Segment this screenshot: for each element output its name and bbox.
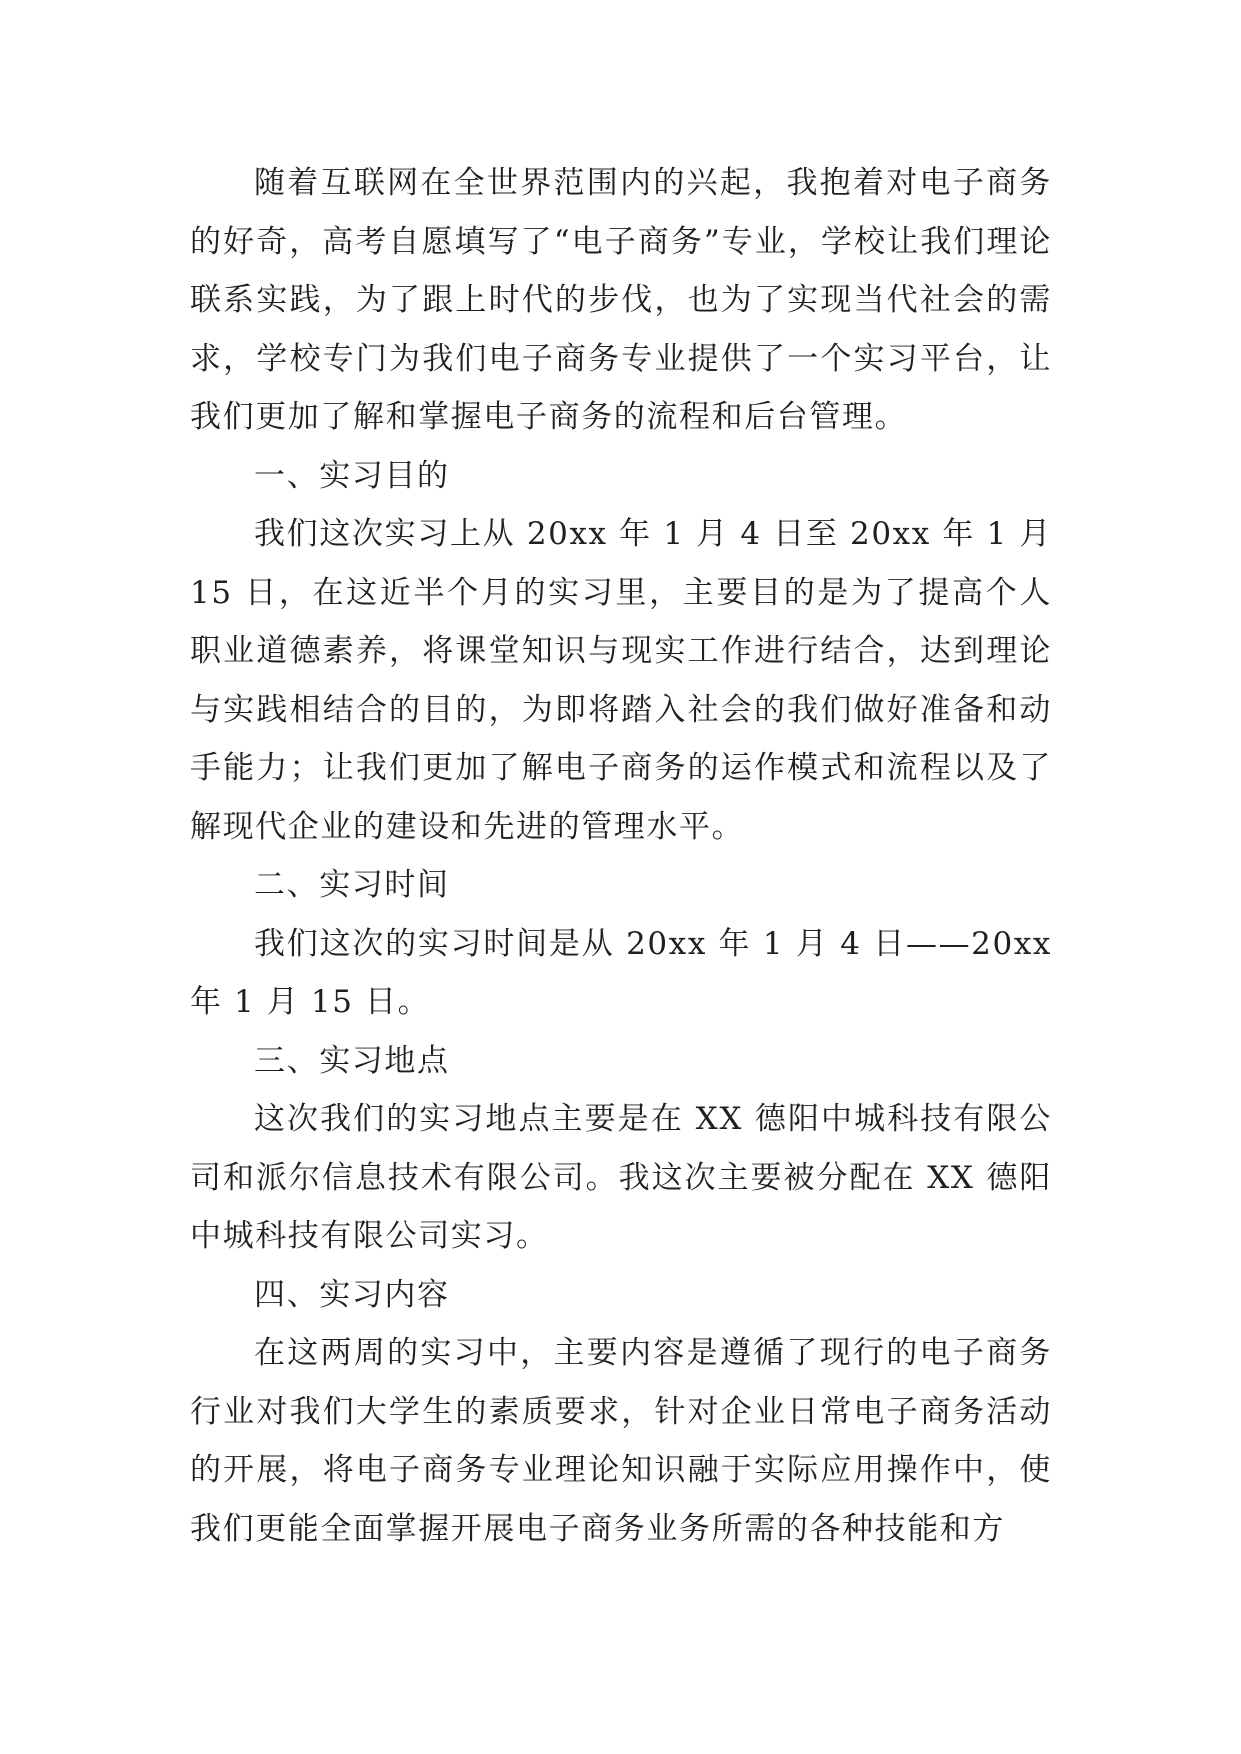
document-page — [190, 154, 1052, 1558]
section-heading-location: 三、实习地点 — [254, 1042, 450, 1079]
location-paragraph: 这次我们的实习地点主要是在 XX 德阳中城科技有限公司和派尔信息技术有限公司。我这次主要被分配在 XX 德阳中城科技有限公司实习。 — [190, 1101, 1052, 1254]
purpose-paragraph: 我们这次实习上从 20xx 年 1 月 4 日至 20xx 年 1 月 15 日，在这近半个月的实习里，主要目的是为了提高个人职业道德素养，将课堂知识与现实工作进行结合，达到理论与实践相结合的目的，为即将踏入社会的我们做好准备和动手能力；让我们更加了解电子商务的运作模式和流程以及了解现代企业的建设和先进的管理水平。 — [190, 516, 1052, 845]
time-paragraph: 我们这次的实习时间是从 20xx 年 1 月 4 日——20xx 年 1 月 15 日。 — [190, 925, 1052, 1020]
section-heading-content: 四、实习内容 — [254, 1276, 450, 1313]
content-paragraph: 在这两周的实习中，主要内容是遵循了现行的电子商务行业对我们大学生的素质要求，针对企业日常电子商务活动的开展，将电子商务专业理论知识融于实际应用操作中，使我们更能全面掌握开展电子商务业务所需的各种技能和方 — [190, 1335, 1052, 1547]
section-heading-time: 二、实习时间 — [254, 867, 450, 903]
intro-paragraph: 随着互联网在全世界范围内的兴起，我抱着对电子商务的好奇，高考自愿填写了“电子商务”专业，学校让我们理论联系实践，为了跟上时代的步伐，也为了实现当代社会的需求，学校专门为我们电子商务专业提供了一个实习平台，让我们更加了解和掌握电子商务的流程和后台管理。 — [190, 165, 1052, 435]
section-heading-purpose: 一、实习目的 — [254, 457, 450, 494]
